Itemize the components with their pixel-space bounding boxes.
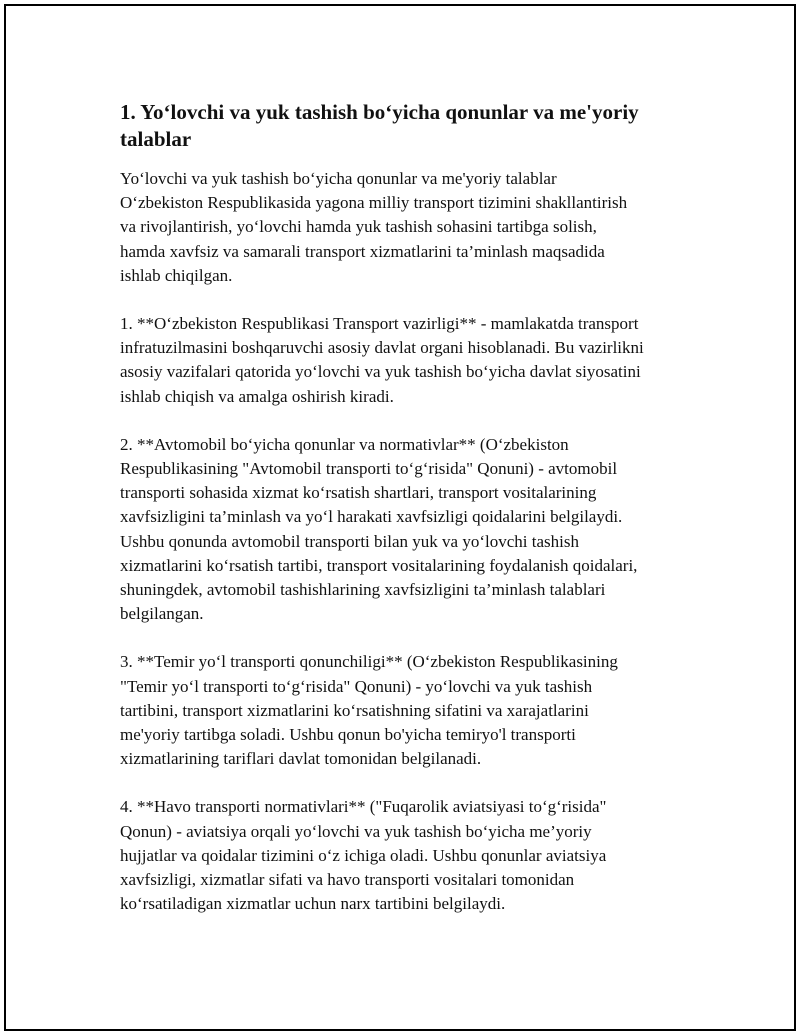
list-item-air-transport: 4. **Havo transporti normativlari** ("Fuqarolik aviatsiyasi to‘g‘risida" Qonun) - aviatsiya orqali yo‘lovchi va yuk tashish bo‘yicha me’yoriy hujjatlar va qoidalar tizimini o‘z ichiga oladi. Ushbu qonunlar aviatsiya xavfsizligi, xizmatlar sifati va havo transporti vositalari tomonidan ko‘rsatiladigan xizmatlar uchun narx tartibini belgilaydi.	[120, 797, 607, 914]
document-body	[120, 99, 700, 940]
intro-paragraph: Yo‘lovchi va yuk tashish bo‘yicha qonunlar va me'yoriy talablar O‘zbekiston Respublikasida yagona milliy transport tizimini shakllantirish va rivojlantirish, yo‘lovchi hamda yuk tashish sohasini tartibga solish, hamda xavfsiz va samarali transport xizmatlarini ta’minlash maqsadida ishlab chiqilgan.	[120, 169, 628, 285]
section-heading: 1. Yo‘lovchi va yuk tashish bo‘yicha qonunlar va me'yoriy talablar	[120, 100, 639, 151]
list-item-automobile-laws: 2. **Avtomobil bo‘yicha qonunlar va normativlar** (O‘zbekiston Respublikasining "Avtomobil transporti to‘g‘risida" Qonuni) - avtomobil transporti sohasida xizmat ko‘rsatish shartlari, transport vositalarining xavfsizligini ta’minlash va yo‘l harakati xavfsizligi qoidalarini belgilaydi. Ushbu qonunda avtomobil transporti bilan yuk va yo‘lovchi tashish xizmatlarini ko‘rsatish tartibi, transport vositalarining foydalanish qoidalari, shuningdek, avtomobil tashishlarining xavfsizligini ta’minlash talablari belgilangan.	[120, 434, 638, 624]
page-frame	[4, 4, 796, 1031]
list-item-railway-laws: 3. **Temir yo‘l transporti qonunchiligi** (O‘zbekiston Respublikasining "Temir yo‘l transporti to‘g‘risida" Qonuni) - yo‘lovchi va yuk tashish tartibini, transport xizmatlarini ko‘rsatishning sifatini va xarajatlarini me'yoriy tartibga soladi. Ushbu qonun bo'yicha temiryo'l transporti xizmatlarining tariflari davlat tomonidan belgilanadi.	[120, 652, 618, 769]
list-item-transport-ministry: 1. **O‘zbekiston Respublikasi Transport vazirligi** - mamlakatda transport infratuzilmasini boshqaruvchi asosiy davlat organi hisoblanadi. Bu vazirlikni asosiy vazifalari qatorida yo‘lovchi va yuk tashish bo‘yicha davlat siyosatini ishlab chiqish va amalga oshirish kiradi.	[120, 314, 644, 406]
